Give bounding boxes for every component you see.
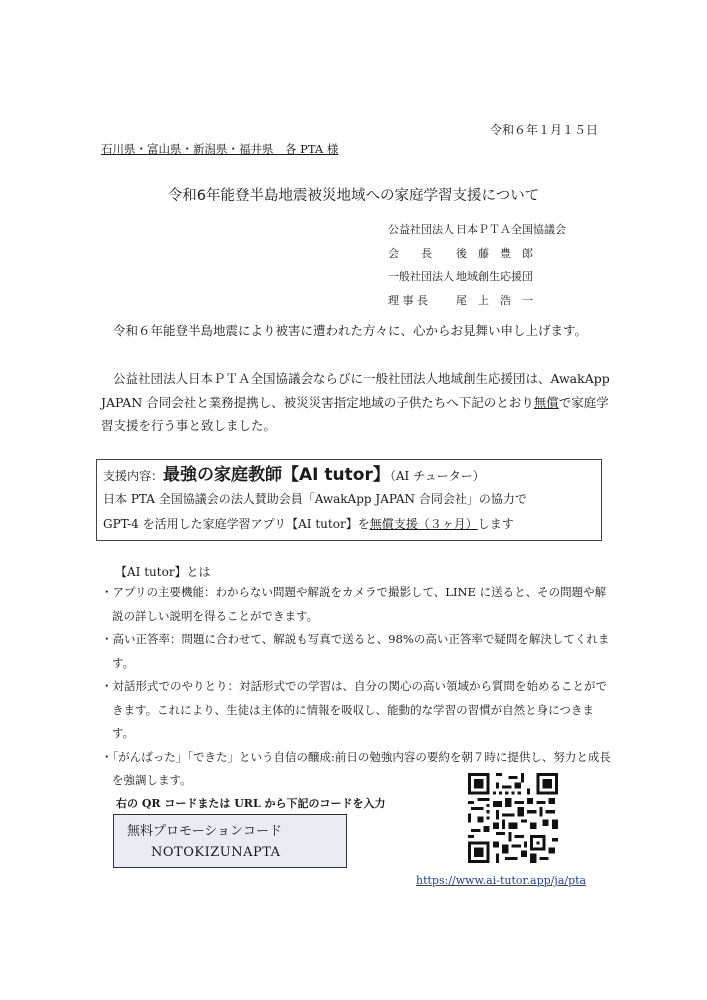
sender-row (388, 218, 566, 242)
promo-code-title: 無料プロモーションコード (127, 824, 282, 839)
condolence-text: 令和６年能登半島地震により被害に遭われた方々に、心からお見舞い申し上げます。 (113, 323, 588, 338)
qr-code-icon[interactable] (468, 773, 558, 863)
sender-person: 尾 上 浩 一 (456, 293, 533, 307)
sender-org-name: 日本ＰＴＡ全国協議会 (456, 223, 566, 236)
sender-row (388, 242, 566, 266)
sender-row (388, 289, 566, 313)
support-detail-a: GPT-4 を活用した家庭学習アプリ【AI tutor】を (103, 517, 370, 531)
sender-role: 理 事 長 (388, 293, 428, 307)
ai-tutor-reading: （AI チューター） (389, 469, 485, 483)
document-title: 令和6年能登半島地震被災地域への家庭学習支援について (167, 188, 540, 204)
announcement-text-a: 公益社団法人日本ＰＴＡ全国協議会ならびに一般社団法人地域創生応援団は、AwakApp JAPAN 合同会社と業務提携し、被災災害指定地域の子供たちへ下記のとおり (101, 371, 610, 410)
support-headline (103, 464, 595, 487)
sender-person: 後 藤 豊 郎 (456, 246, 533, 260)
body-paragraph-2 (101, 367, 613, 438)
promo-code: NOTOKIZUNAPTA (151, 845, 281, 860)
senders-block (388, 218, 566, 312)
support-partner-line: 日本 PTA 全国協議会の法人賛助会員「AwakApp JAPAN 合同会社」の協力で (103, 492, 527, 506)
sender-org-type: 一般社団法人 (388, 270, 454, 283)
feature-item: ・高い正答率：問題に合わせて、解説も写真で送ると、98%の高い正答率で疑問を解決してくれます。 (101, 632, 610, 670)
announcement-text-b: で家庭学習支援を行う事と致しました。 (101, 394, 609, 433)
sender-org-type: 公益社団法人 (388, 223, 454, 236)
sender-role: 会 長 (388, 246, 432, 260)
qr-instruction: 右の QR コードまたは URL から下記のコードを入力 (116, 797, 386, 810)
announcement-text (101, 367, 613, 438)
feature-item: ・対話形式でのやりとり：対話形式での学習は、自分の関心の高い領域から質問を始めることができます。これにより、生徒は主体的に情報を吸収し、能動的な学習の習慣が自然と身につきます。 (101, 679, 607, 740)
promo-url-link[interactable]: https://www.ai-tutor.app/ja/pta (416, 874, 587, 887)
feature-item: ・アプリの主要機能：わからない問題や解説をカメラで撮影して、LINE に送ると、その問題や解説の詳しい説明を得ることができます。 (101, 585, 607, 623)
ai-tutor-headline: 最強の家庭教師【AI tutor】 (163, 465, 390, 485)
document-date: 令和６年１月１５日 (489, 123, 598, 137)
support-label: 支援内容： (103, 469, 164, 483)
sender-row (388, 265, 566, 289)
feature-list (101, 581, 611, 793)
support-content-box (96, 459, 602, 541)
feature-item: ・「がんばった」「できた」という自信の醸成:前日の勉強内容の要約を朝７時に提供し、努力と成長を強調します。 (101, 749, 611, 787)
free-support-period: 無償支援（３ヶ月） (369, 517, 478, 531)
free-emphasis: 無償 (533, 394, 559, 410)
body-paragraph-1 (101, 319, 613, 343)
support-detail-b: します (477, 517, 514, 531)
sender-org-name: 地域創生応援団 (456, 270, 533, 283)
ai-tutor-heading: 【AI tutor】とは (115, 565, 211, 579)
promo-code-box (113, 814, 347, 868)
support-detail-line (103, 512, 595, 537)
recipients: 石川県・富山県・新潟県・福井県 各 PTA 様 (101, 142, 339, 156)
